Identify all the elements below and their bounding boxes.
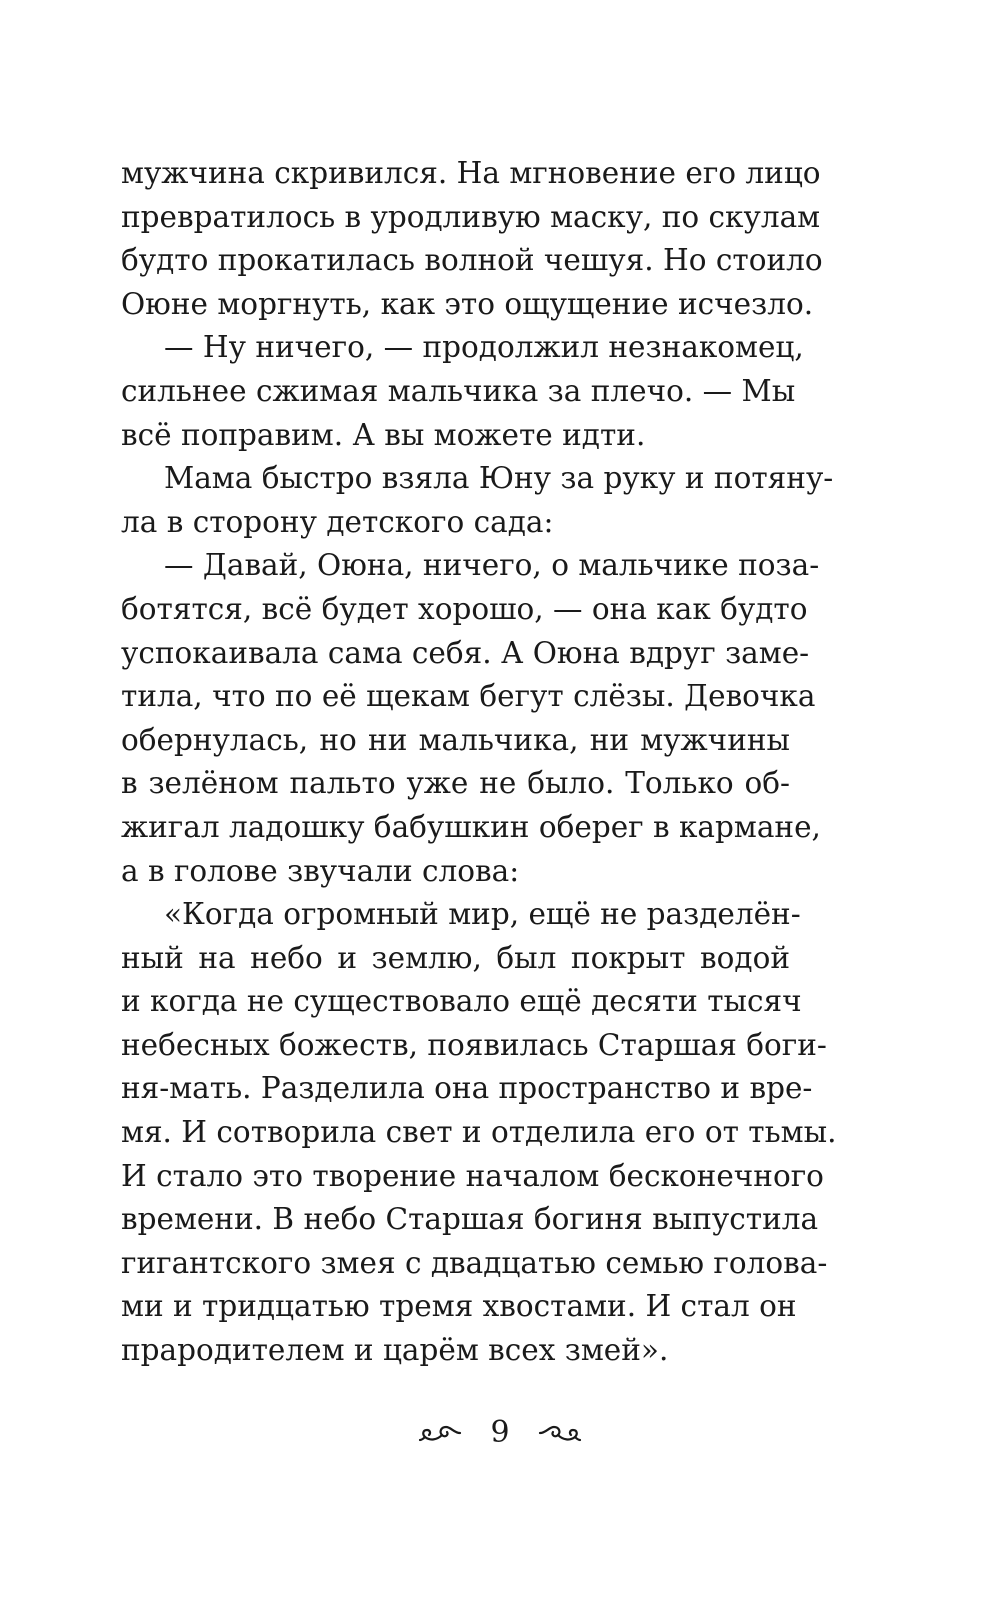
text-line: обернулась, но ни мальчика, ни мужчины <box>121 722 790 757</box>
flourish-right-icon <box>538 1421 582 1445</box>
text-line: ми и тридцатью тремя хвостами. И стал он <box>121 1289 797 1324</box>
text-line: и когда не существовало ещё десяти тысяч <box>121 984 802 1019</box>
text-line: будто прокатилась волной чешуя. Но стоило <box>121 243 823 278</box>
page-number: 9 <box>490 1415 510 1450</box>
text-line: мужчина скривился. На мгновение его лицо <box>121 156 821 190</box>
text-line: успокаивала сама себя. А Оюна вдруг заме- <box>121 635 810 670</box>
flourish-left-icon <box>418 1421 462 1445</box>
text-line: всё поправим. А вы можете идти. <box>121 417 646 452</box>
text-line: в зелёном пальто уже не было. Только об- <box>121 766 790 801</box>
text-line: небесных божеств, появилась Старшая боги- <box>121 1027 827 1062</box>
text-line: И стало это творение началом бесконечного <box>121 1158 824 1193</box>
text-line: «Когда огромный мир, ещё не разделён- <box>164 897 801 932</box>
text-line: а в голове звучали слова: <box>121 853 520 888</box>
text-line: Мама быстро взяла Юну за руку и потяну- <box>164 461 834 496</box>
text-line: времени. В небо Старшая богиня выпустила <box>121 1202 819 1237</box>
text-line: превратилось в уродливую маску, по скулам <box>121 199 821 234</box>
text-line: ня-мать. Разделила она пространство и вре- <box>121 1071 813 1106</box>
text-line: сильнее сжимая мальчика за плечо. — Мы <box>121 373 796 408</box>
text-line: ла в сторону детского сада: <box>121 504 554 539</box>
text-line: ный на небо и землю, был покрыт водой <box>121 940 790 975</box>
text-line: — Ну ничего, — продолжил незнакомец, <box>164 330 804 365</box>
text-line: мя. И сотворила свет и отделила его от тьмы. <box>121 1115 837 1150</box>
text-line: тила, что по её щекам бегут слёзы. Девочка <box>121 679 816 714</box>
text-line: ботятся, всё будет хорошо, — она как будто <box>121 591 808 626</box>
text-line: жигал ладошку бабушкин оберег в кармане, <box>121 809 821 844</box>
text-line: Оюне моргнуть, как это ощущение исчезло. <box>121 286 814 321</box>
text-line: — Давай, Оюна, ничего, о мальчике поза- <box>164 548 820 583</box>
body-text <box>121 152 837 1373</box>
text-line: гигантского змея с двадцатью семью голова- <box>121 1245 828 1280</box>
text-line: прародителем и царём всех змей». <box>121 1333 669 1368</box>
page-footer <box>0 1408 1000 1458</box>
